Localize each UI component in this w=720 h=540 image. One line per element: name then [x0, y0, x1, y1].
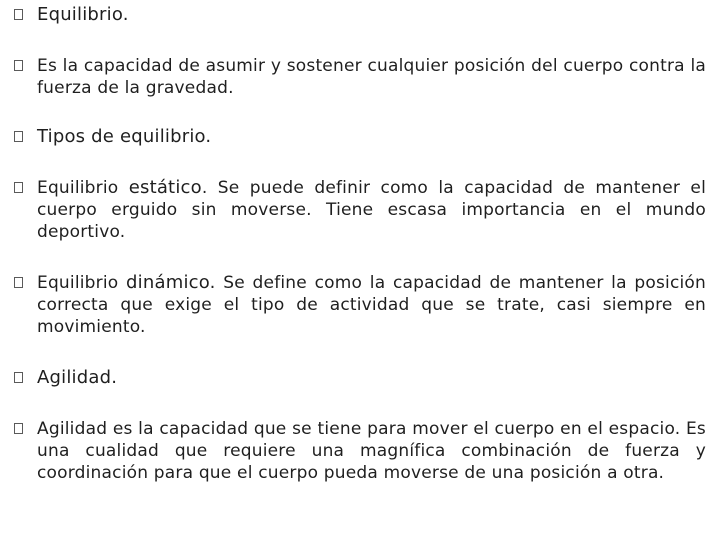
bullet-term: estático [128, 177, 202, 198]
bullet-rest: Se define como la capacidad de mantener la posición correcta que exige el tipo de actividad que se trate, casi siempre en movimiento. [37, 273, 706, 337]
square-bullet-icon [14, 131, 23, 142]
bullet-text [37, 272, 706, 338]
square-bullet-icon [14, 182, 23, 193]
bullet-text [37, 177, 706, 243]
bullet-text: Es la capacidad de asumir y sostener cualquier posición del cuerpo contra la fuerza de la gravedad. [37, 56, 706, 98]
bullet-lead: Equilibrio [37, 273, 127, 293]
square-bullet-icon [14, 60, 23, 71]
bullet-text: Agilidad es la capacidad que se tiene para mover el cuerpo en el espacio. Es una cualidad que requiere una magnífica combinación de fuerza y coordinación para que el cuerpo pueda moverse de una posición a otra. [37, 419, 706, 483]
bullet-text: Agilidad. [37, 367, 118, 388]
square-bullet-icon [14, 277, 23, 288]
square-bullet-icon [14, 423, 23, 434]
square-bullet-icon [14, 372, 23, 383]
bullet-text: Equilibrio. [37, 4, 129, 25]
bullet-lead: Equilibrio [37, 178, 129, 198]
bullet-term: dinámico. [126, 272, 216, 293]
bullet-text: Tipos de equilibrio. [37, 126, 212, 147]
bullet-rest: . Se puede definir como la capacidad de mantener el cuerpo erguido sin moverse. Tiene escasa importancia en el mundo deportivo. [37, 178, 706, 242]
square-bullet-icon [14, 9, 23, 20]
